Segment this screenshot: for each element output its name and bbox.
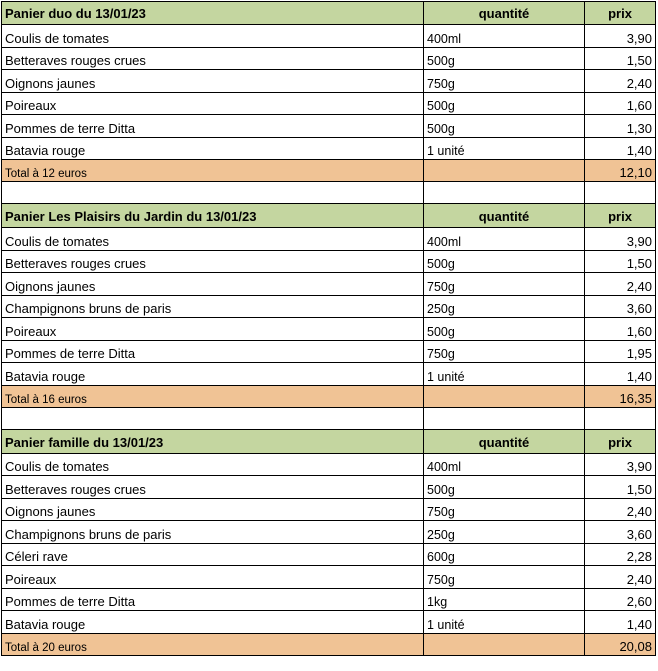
product-name-cell[interactable]: Betteraves rouges crues	[1, 251, 424, 274]
total-row	[1, 634, 656, 656]
empty-cell[interactable]	[424, 634, 585, 656]
table-row	[1, 48, 656, 71]
quantity-cell[interactable]: 400ml	[424, 25, 585, 48]
empty-cell[interactable]	[424, 160, 585, 182]
price-column-header[interactable]: prix	[585, 430, 656, 454]
table-row	[1, 138, 656, 161]
total-price-cell[interactable]: 20,08	[585, 634, 656, 656]
price-cell[interactable]: 3,90	[585, 454, 656, 477]
table-row	[1, 93, 656, 116]
price-cell[interactable]: 1,50	[585, 251, 656, 274]
price-cell[interactable]: 1,40	[585, 138, 656, 161]
section-title[interactable]: Panier famille du 13/01/23	[1, 430, 424, 454]
product-name-cell[interactable]: Coulis de tomates	[1, 25, 424, 48]
total-row	[1, 160, 656, 182]
price-cell[interactable]: 2,28	[585, 544, 656, 567]
price-cell[interactable]: 1,50	[585, 476, 656, 499]
product-name-cell[interactable]: Betteraves rouges crues	[1, 476, 424, 499]
price-cell[interactable]: 3,90	[585, 228, 656, 251]
total-label-cell[interactable]: Total à 20 euros	[1, 634, 424, 656]
price-cell[interactable]: 2,40	[585, 70, 656, 93]
product-name-cell[interactable]: Coulis de tomates	[1, 454, 424, 477]
product-name-cell[interactable]: Poireaux	[1, 93, 424, 116]
table-row	[1, 318, 656, 341]
product-name-cell[interactable]: Oignons jaunes	[1, 273, 424, 296]
quantity-cell[interactable]: 400ml	[424, 228, 585, 251]
price-column-header[interactable]: prix	[585, 204, 656, 228]
quantity-cell[interactable]: 500g	[424, 476, 585, 499]
price-cell[interactable]: 2,60	[585, 589, 656, 612]
quantity-cell[interactable]: 500g	[424, 318, 585, 341]
table-row	[1, 273, 656, 296]
price-cell[interactable]: 1,40	[585, 611, 656, 634]
quantity-cell[interactable]: 750g	[424, 499, 585, 522]
total-price-cell[interactable]: 12,10	[585, 160, 656, 182]
quantity-cell[interactable]: 1 unité	[424, 363, 585, 386]
quantity-cell[interactable]: 1 unité	[424, 138, 585, 161]
price-cell[interactable]: 1,95	[585, 341, 656, 364]
section-title[interactable]: Panier Les Plaisirs du Jardin du 13/01/23	[1, 204, 424, 228]
total-label-cell[interactable]: Total à 12 euros	[1, 160, 424, 182]
product-name-cell[interactable]: Oignons jaunes	[1, 70, 424, 93]
table-row	[1, 566, 656, 589]
quantity-column-header[interactable]: quantité	[424, 1, 585, 25]
section-header-row	[1, 204, 656, 228]
empty-cell[interactable]	[424, 386, 585, 408]
total-label-cell[interactable]: Total à 16 euros	[1, 386, 424, 408]
quantity-cell[interactable]: 250g	[424, 521, 585, 544]
product-name-cell[interactable]: Pommes de terre Ditta	[1, 589, 424, 612]
product-name-cell[interactable]: Batavia rouge	[1, 138, 424, 161]
quantity-column-header[interactable]: quantité	[424, 204, 585, 228]
price-cell[interactable]: 2,40	[585, 273, 656, 296]
product-name-cell[interactable]: Champignons bruns de paris	[1, 521, 424, 544]
table-row	[1, 454, 656, 477]
product-name-cell[interactable]: Poireaux	[1, 566, 424, 589]
table-row	[1, 476, 656, 499]
quantity-cell[interactable]: 1 unité	[424, 611, 585, 634]
table-row	[1, 115, 656, 138]
quantity-cell[interactable]: 750g	[424, 273, 585, 296]
table-row	[1, 70, 656, 93]
product-name-cell[interactable]: Pommes de terre Ditta	[1, 341, 424, 364]
section-title[interactable]: Panier duo du 13/01/23	[1, 1, 424, 25]
empty-row	[1, 408, 656, 430]
quantity-cell[interactable]: 400ml	[424, 454, 585, 477]
quantity-cell[interactable]: 250g	[424, 296, 585, 319]
price-cell[interactable]: 3,60	[585, 296, 656, 319]
total-price-cell[interactable]: 16,35	[585, 386, 656, 408]
price-cell[interactable]: 1,60	[585, 93, 656, 116]
price-spreadsheet	[1, 1, 656, 656]
table-row	[1, 341, 656, 364]
table-row	[1, 363, 656, 386]
product-name-cell[interactable]: Oignons jaunes	[1, 499, 424, 522]
quantity-cell[interactable]: 500g	[424, 115, 585, 138]
basket-section	[1, 1, 656, 182]
quantity-cell[interactable]: 600g	[424, 544, 585, 567]
quantity-cell[interactable]: 500g	[424, 93, 585, 116]
quantity-cell[interactable]: 750g	[424, 566, 585, 589]
table-row	[1, 521, 656, 544]
price-cell[interactable]: 1,50	[585, 48, 656, 71]
table-row	[1, 544, 656, 567]
product-name-cell[interactable]: Champignons bruns de paris	[1, 296, 424, 319]
quantity-cell[interactable]: 1kg	[424, 589, 585, 612]
quantity-cell[interactable]: 500g	[424, 251, 585, 274]
section-header-row	[1, 1, 656, 25]
product-name-cell[interactable]: Coulis de tomates	[1, 228, 424, 251]
table-row	[1, 228, 656, 251]
quantity-cell[interactable]: 750g	[424, 341, 585, 364]
basket-section	[1, 430, 656, 656]
price-cell[interactable]: 1,40	[585, 363, 656, 386]
price-cell[interactable]: 1,60	[585, 318, 656, 341]
price-cell[interactable]: 2,40	[585, 499, 656, 522]
quantity-cell[interactable]: 500g	[424, 48, 585, 71]
product-name-cell[interactable]: Batavia rouge	[1, 363, 424, 386]
price-column-header[interactable]: prix	[585, 1, 656, 25]
table-row	[1, 589, 656, 612]
product-name-cell[interactable]: Betteraves rouges crues	[1, 48, 424, 71]
price-cell[interactable]: 1,30	[585, 115, 656, 138]
section-header-row	[1, 430, 656, 454]
product-name-cell[interactable]: Batavia rouge	[1, 611, 424, 634]
table-row	[1, 25, 656, 48]
table-row	[1, 296, 656, 319]
table-row	[1, 251, 656, 274]
product-name-cell[interactable]: Céleri rave	[1, 544, 424, 567]
empty-row	[1, 182, 656, 204]
price-cell[interactable]: 2,40	[585, 566, 656, 589]
table-row	[1, 499, 656, 522]
quantity-cell[interactable]: 750g	[424, 70, 585, 93]
product-name-cell[interactable]: Pommes de terre Ditta	[1, 115, 424, 138]
total-row	[1, 386, 656, 408]
basket-section	[1, 204, 656, 408]
table-row	[1, 611, 656, 634]
price-cell[interactable]: 3,90	[585, 25, 656, 48]
quantity-column-header[interactable]: quantité	[424, 430, 585, 454]
price-cell[interactable]: 3,60	[585, 521, 656, 544]
product-name-cell[interactable]: Poireaux	[1, 318, 424, 341]
